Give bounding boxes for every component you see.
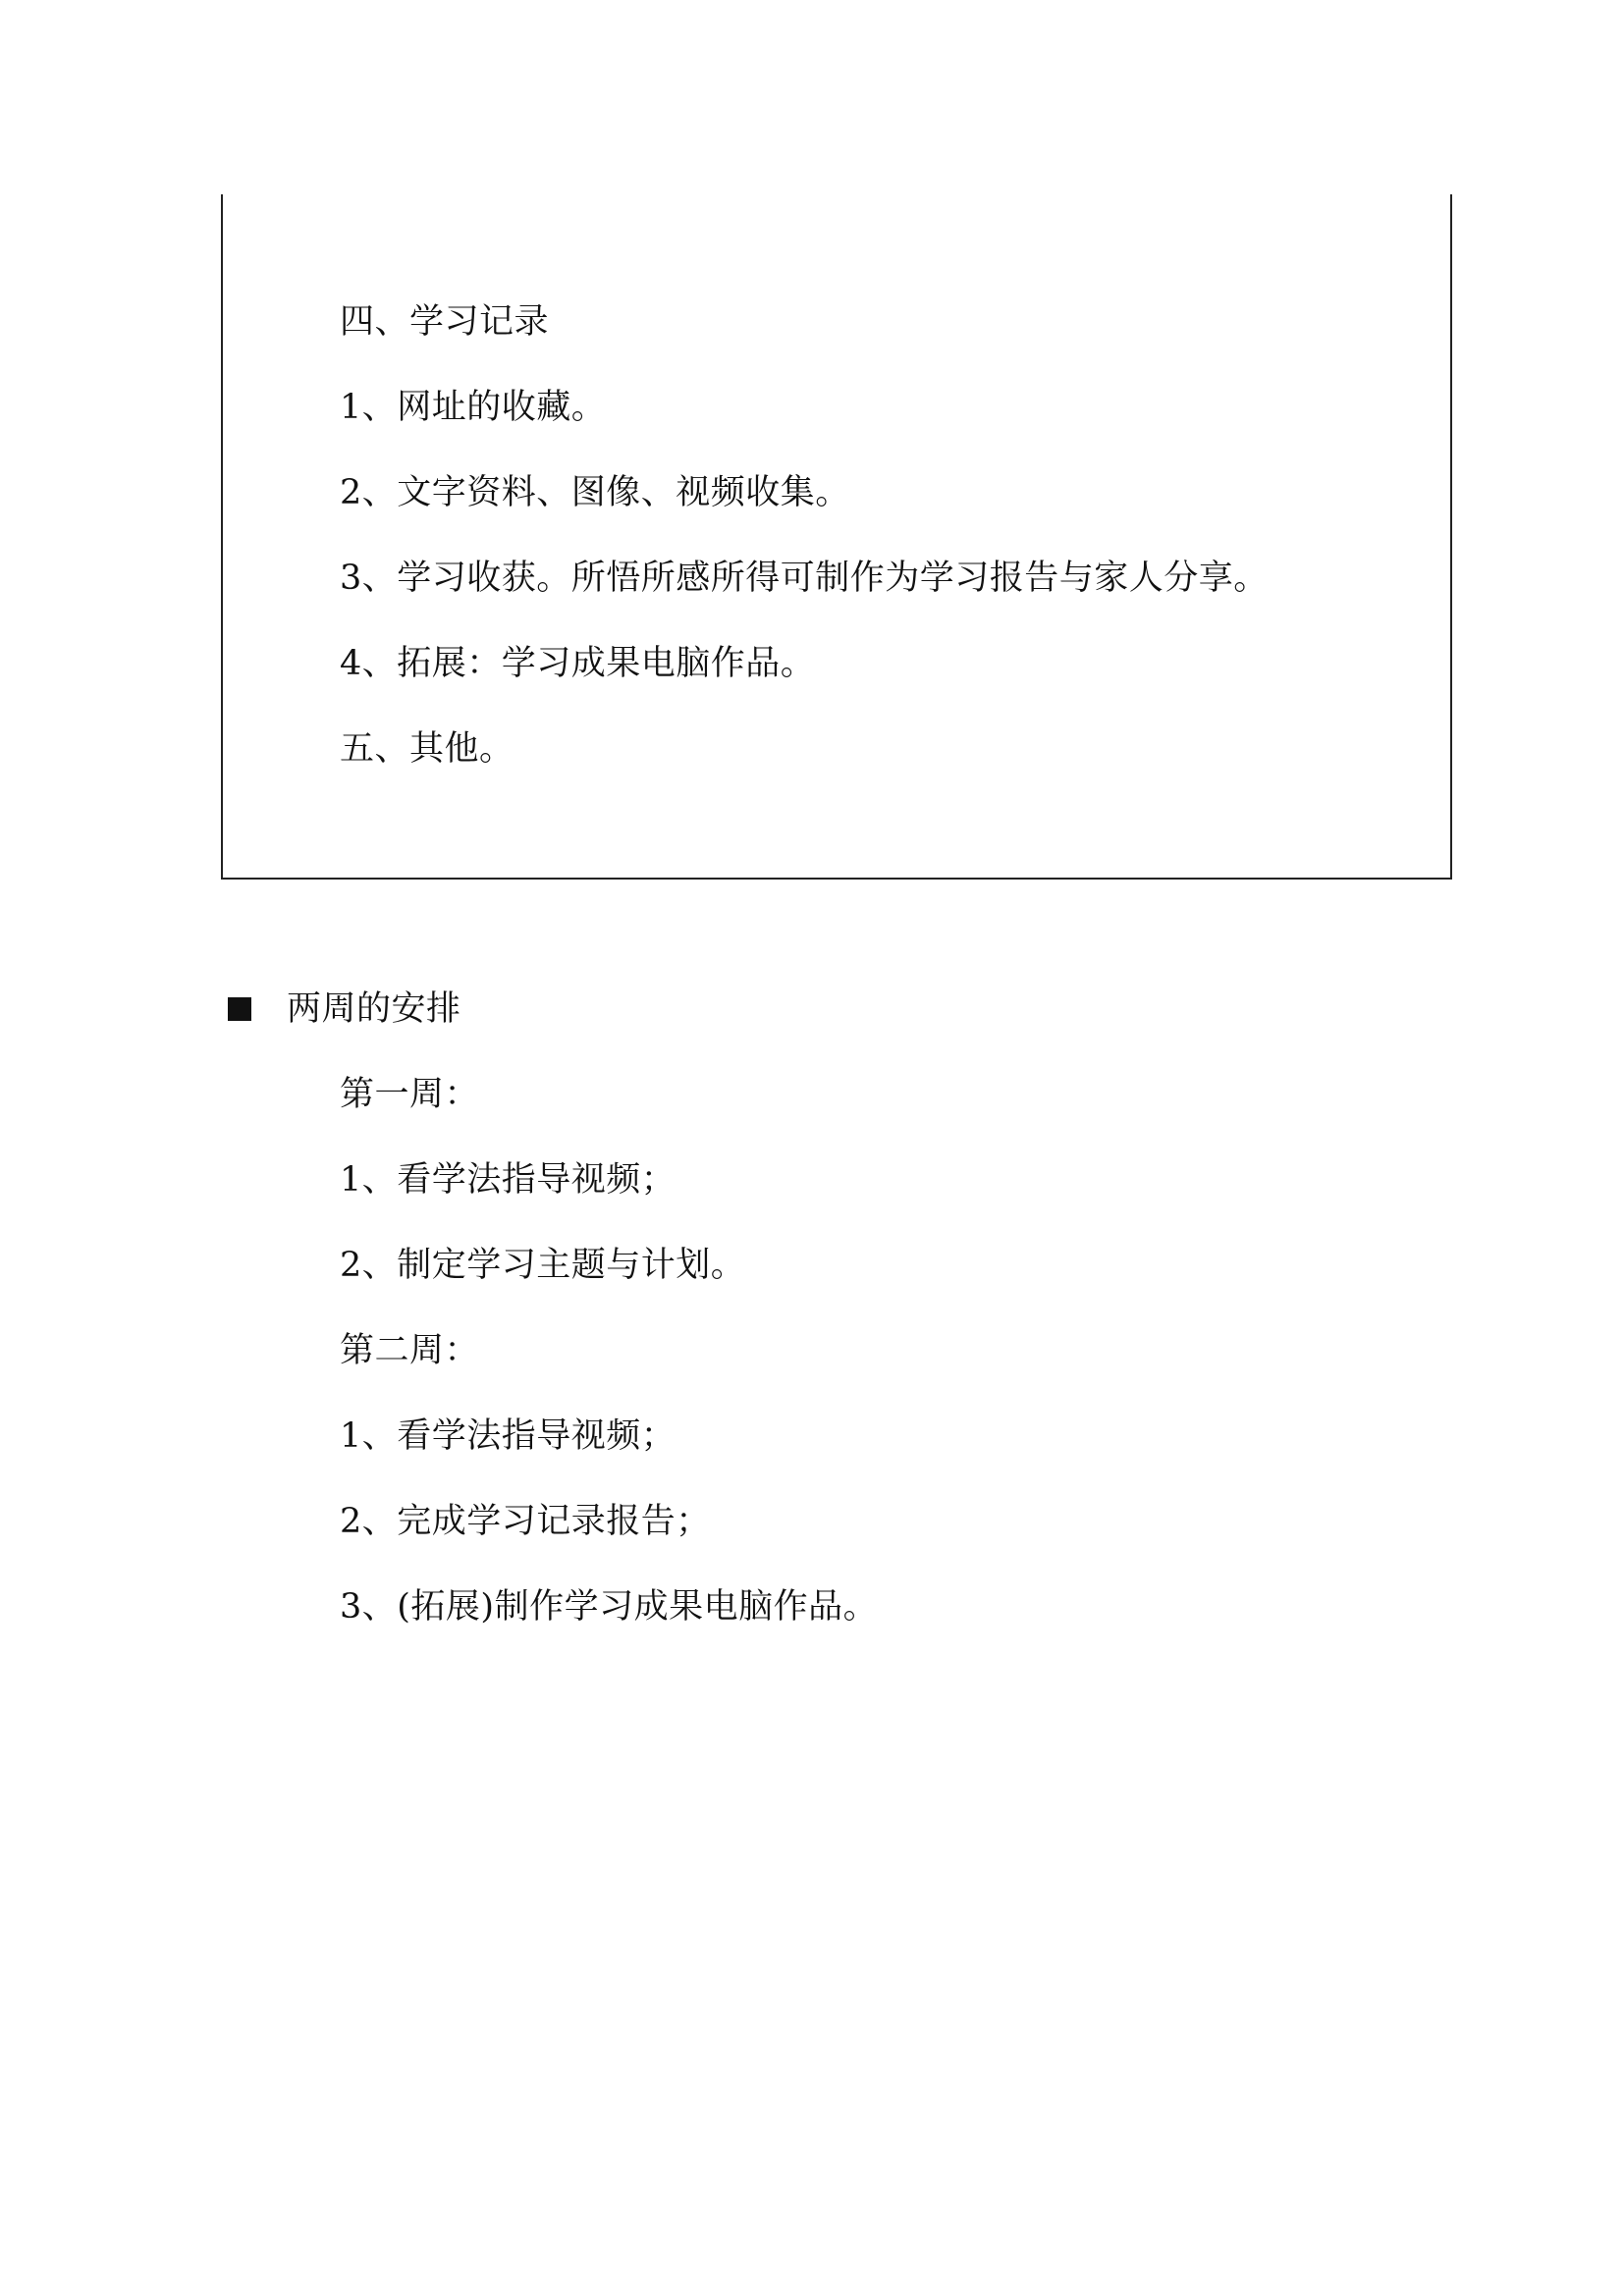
black-square-bullet-icon — [228, 997, 251, 1021]
section-heading-other: 五、其他。 — [340, 729, 514, 769]
record-item-2: 2、文字资料、图像、视频收集。 — [340, 473, 850, 512]
week2-item-3: 3、(拓展)制作学习成果电脑作品。 — [340, 1587, 879, 1627]
week2-item-2: 2、完成学习记录报告； — [340, 1502, 711, 1541]
week2-item-1: 1、看学法指导视频； — [340, 1416, 677, 1456]
learning-record-table-cell — [221, 194, 1452, 880]
week2-label: 第二周： — [340, 1331, 480, 1370]
schedule-heading-row — [228, 988, 461, 1031]
week1-item-2: 2、制定学习主题与计划。 — [340, 1246, 746, 1285]
section-heading-learning-record: 四、学习记录 — [340, 302, 550, 342]
record-item-1: 1、网址的收藏。 — [340, 388, 607, 427]
record-item-3: 3、学习收获。所悟所感所得可制作为学习报告与家人分享。 — [340, 559, 1269, 598]
week1-label: 第一周： — [340, 1075, 480, 1114]
week1-item-1: 1、看学法指导视频； — [340, 1160, 677, 1200]
record-item-4: 4、拓展：学习成果电脑作品。 — [340, 644, 816, 683]
schedule-title: 两周的安排 — [287, 989, 461, 1029]
